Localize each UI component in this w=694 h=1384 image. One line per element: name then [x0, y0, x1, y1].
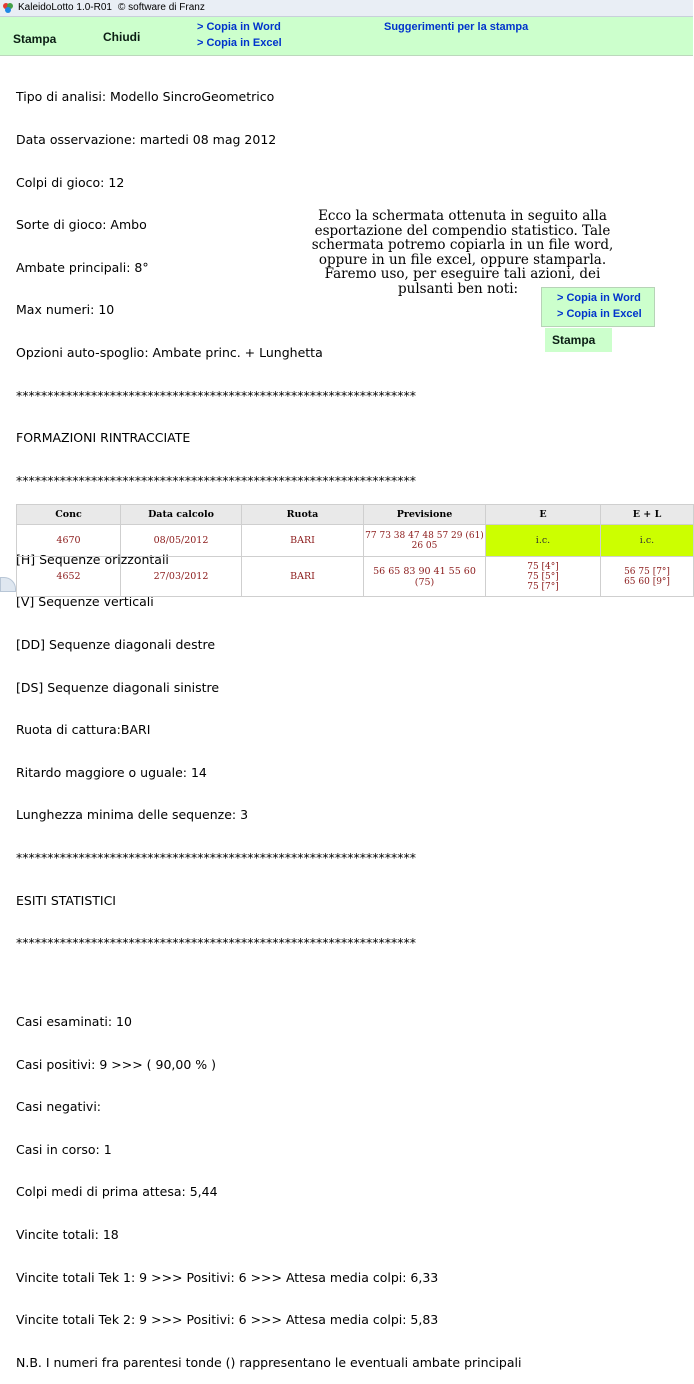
- report-line: Opzioni auto-spoglio: Ambate princ. + Lunghetta: [16, 344, 323, 360]
- cell-previsione: 77 73 38 47 48 57 29 (61) 26 05: [364, 525, 486, 557]
- toolbar: [0, 17, 693, 56]
- window-credit: © software di Franz: [118, 2, 205, 13]
- column-header-conc: Conc: [17, 505, 121, 525]
- cell-ruota: BARI: [242, 525, 364, 557]
- callout-copy-excel: > Copia in Excel: [557, 308, 642, 320]
- column-header-el: E + L: [601, 505, 694, 525]
- column-header-e: E: [486, 505, 601, 525]
- report-line: Colpi medi di prima attesa: 5,44: [16, 1184, 218, 1200]
- cell-ruota: BARI: [242, 557, 364, 597]
- table-row: [17, 525, 694, 557]
- section-heading: FORMAZIONI RINTRACCIATE: [16, 430, 191, 446]
- cell-el: [601, 557, 694, 597]
- copy-to-excel-link[interactable]: > Copia in Excel: [197, 37, 282, 49]
- callout-print: Stampa: [545, 328, 612, 352]
- cell-e-line: 75 [5°]: [527, 571, 559, 582]
- app-logo-icon: [2, 2, 14, 14]
- callout-line: schermata potremo copiarla in un file word,: [311, 237, 614, 254]
- cell-el-line: 56 75 [7°]: [624, 566, 670, 577]
- callout-copy-buttons: [541, 287, 655, 327]
- report-line: Casi negativi:: [16, 1099, 102, 1115]
- print-button[interactable]: Stampa: [13, 32, 57, 46]
- report-line: Casi positivi: 9 >>> ( 90,00 % ): [16, 1056, 216, 1072]
- report-line: [H] Sequenze orizzontali: [16, 551, 169, 567]
- report-line: Vincite totali Tek 2: 9 >>> Positivi: 6 >>> Attesa media colpi: 5,83: [16, 1312, 439, 1328]
- column-header-data: Data calcolo: [121, 505, 242, 525]
- cell-e: [486, 557, 601, 597]
- report-line: Ritardo maggiore o uguale: 14: [16, 764, 207, 780]
- window-titlebar: [0, 0, 693, 17]
- report-line: Max numeri: 10: [16, 302, 115, 318]
- separator-line: ****************************************************************: [16, 849, 416, 865]
- spacer: [16, 979, 691, 987]
- close-button[interactable]: Chiudi: [103, 30, 141, 44]
- column-header-ruota: Ruota: [242, 505, 364, 525]
- results-table: [16, 504, 694, 597]
- report-line: Sorte di gioco: Ambo: [16, 217, 147, 233]
- print-tips-link[interactable]: Suggerimenti per la stampa: [384, 21, 529, 33]
- cell-data: 08/05/2012: [121, 525, 242, 557]
- report-line: Data osservazione: martedi 08 mag 2012: [16, 132, 277, 147]
- callout-copy-word: > Copia in Word: [557, 292, 641, 304]
- table-header-row: [17, 505, 694, 525]
- report-line: Tipo di analisi: Modello SincroGeometrico: [16, 89, 275, 105]
- window-corner: [0, 577, 16, 592]
- callout-line: esportazione del compendio statistico. Tale: [314, 222, 611, 239]
- report-note: N.B. I numeri fra parentesi tonde () rappresentano le eventuali ambate principali: [16, 1354, 522, 1370]
- callout-line: Faremo uso, per eseguire tali azioni, dei: [324, 266, 601, 283]
- window-title: KaleidoLotto 1.0-R01: [18, 2, 112, 13]
- cell-conc: 4652: [17, 557, 121, 597]
- cell-previsione: 56 65 83 90 41 55 60 (75): [364, 557, 486, 597]
- section-heading: ESITI STATISTICI: [16, 892, 116, 908]
- report-line: Lunghezza minima delle sequenze: 3: [16, 807, 249, 823]
- report-line: Vincite totali: 18: [16, 1227, 119, 1243]
- separator-line: ****************************************************************: [16, 472, 416, 488]
- cell-e-line: 75 [4°]: [527, 561, 559, 572]
- report-line: [V] Sequenze verticali: [16, 594, 154, 610]
- copy-to-word-link[interactable]: > Copia in Word: [197, 21, 281, 33]
- report-line: Casi esaminati: 10: [16, 1014, 132, 1030]
- separator-line: ****************************************************************: [16, 935, 416, 951]
- cell-data: 27/03/2012: [121, 557, 242, 597]
- report-line: Colpi di gioco: 12: [16, 174, 125, 190]
- report-line: Vincite totali Tek 1: 9 >>> Positivi: 6 >>> Attesa media colpi: 6,33: [16, 1269, 439, 1285]
- tutorial-callout: [270, 209, 655, 299]
- separator-line: ****************************************************************: [16, 387, 416, 403]
- cell-conc: 4670: [17, 525, 121, 557]
- report-line: Ruota di cattura:BARI: [16, 722, 151, 738]
- column-header-previsione: Previsione: [364, 505, 486, 525]
- cell-el: i.c.: [601, 525, 694, 557]
- report-line: [DS] Sequenze diagonali sinistre: [16, 679, 220, 695]
- cell-e: i.c.: [486, 525, 601, 557]
- report-line: Casi in corso: 1: [16, 1141, 112, 1157]
- cell-e-line: 75 [7°]: [527, 581, 559, 592]
- callout-line: oppure in un file excel, oppure stamparla.: [318, 251, 607, 268]
- report-line: [DD] Sequenze diagonali destre: [16, 636, 216, 652]
- callout-line: pulsanti ben noti:: [398, 280, 519, 297]
- report-line: Ambate principali: 8°: [16, 259, 149, 275]
- table-row: [17, 557, 694, 597]
- callout-line: Ecco la schermata ottenuta in seguito alla: [318, 208, 607, 224]
- cell-el-line: 65 60 [9°]: [624, 576, 670, 587]
